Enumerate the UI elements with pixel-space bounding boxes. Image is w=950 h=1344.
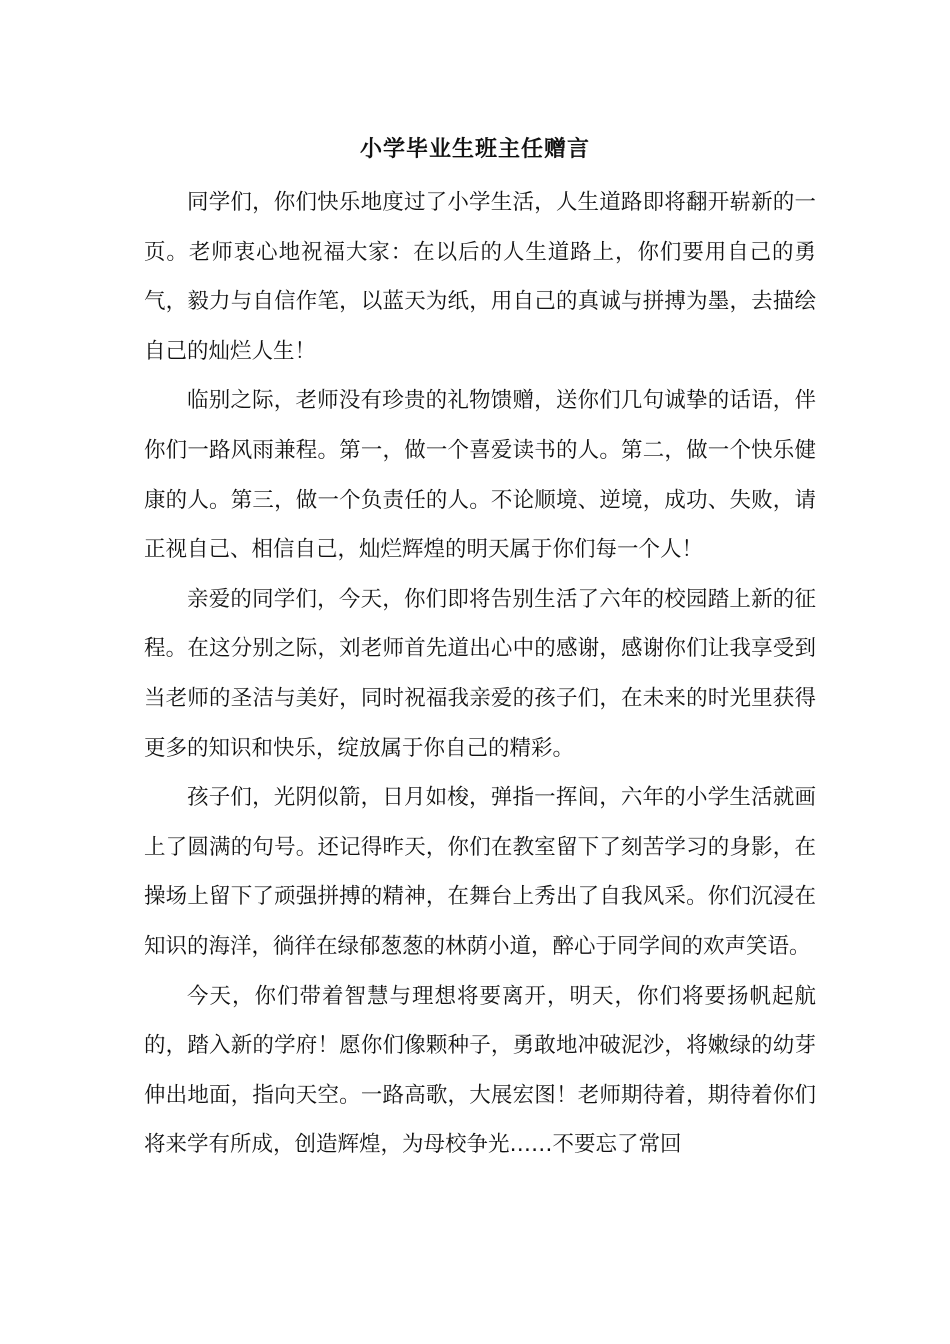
paragraph-1: 同学们，你们快乐地度过了小学生活，人生道路即将翻开崭新的一页。老师衷心地祝福大家：在以后的人生道路上，你们要用自己的勇气，毅力与自信作笔，以蓝天为纸，用自己的真诚与拼搏为墨，去描绘自己的灿烂人生！ xyxy=(144,190,816,364)
document-title: 小学毕业生班主任赠言 xyxy=(359,137,590,162)
paragraph-4: 孩子们，光阴似箭，日月如梭，弹指一挥间，六年的小学生活就画上了圆满的句号。还记得昨天，你们在教室留下了刻苦学习的身影，在操场上留下了顽强拼搏的精神，在舞台上秀出了自我风采。你们沉浸在知识的海洋，徜徉在绿郁葱葱的林荫小道，醉心于同学间的欢声笑语。 xyxy=(144,785,816,959)
paragraph-3: 亲爱的同学们，今天，你们即将告别生活了六年的校园踏上新的征程。在这分别之际，刘老师首先道出心中的感谢，感谢你们让我享受到当老师的圣洁与美好，同时祝福我亲爱的孩子们，在未来的时光里获得更多的知识和快乐，绽放属于你自己的精彩。 xyxy=(144,586,816,761)
document-body xyxy=(144,178,816,1170)
paragraph-5: 今天，你们带着智慧与理想将要离开，明天，你们将要扬帆起航的，踏入新的学府！愿你们像颗种子，勇敢地冲破泥沙，将嫩绿的幼芽伸出地面，指向天空。一路高歌，大展宏图！老师期待着，期待着你们将来学有所成，创造辉煌，为母校争光……不要忘了常回 xyxy=(144,983,816,1158)
paragraph-2: 临别之际，老师没有珍贵的礼物馈赠，送你们几句诚挚的话语，伴你们一路风雨兼程。第一，做一个喜爱读书的人。第二，做一个快乐健康的人。第三，做一个负责任的人。不论顺境、逆境，成功、失败，请正视自己、相信自己，灿烂辉煌的明天属于你们每一个人！ xyxy=(144,388,816,563)
